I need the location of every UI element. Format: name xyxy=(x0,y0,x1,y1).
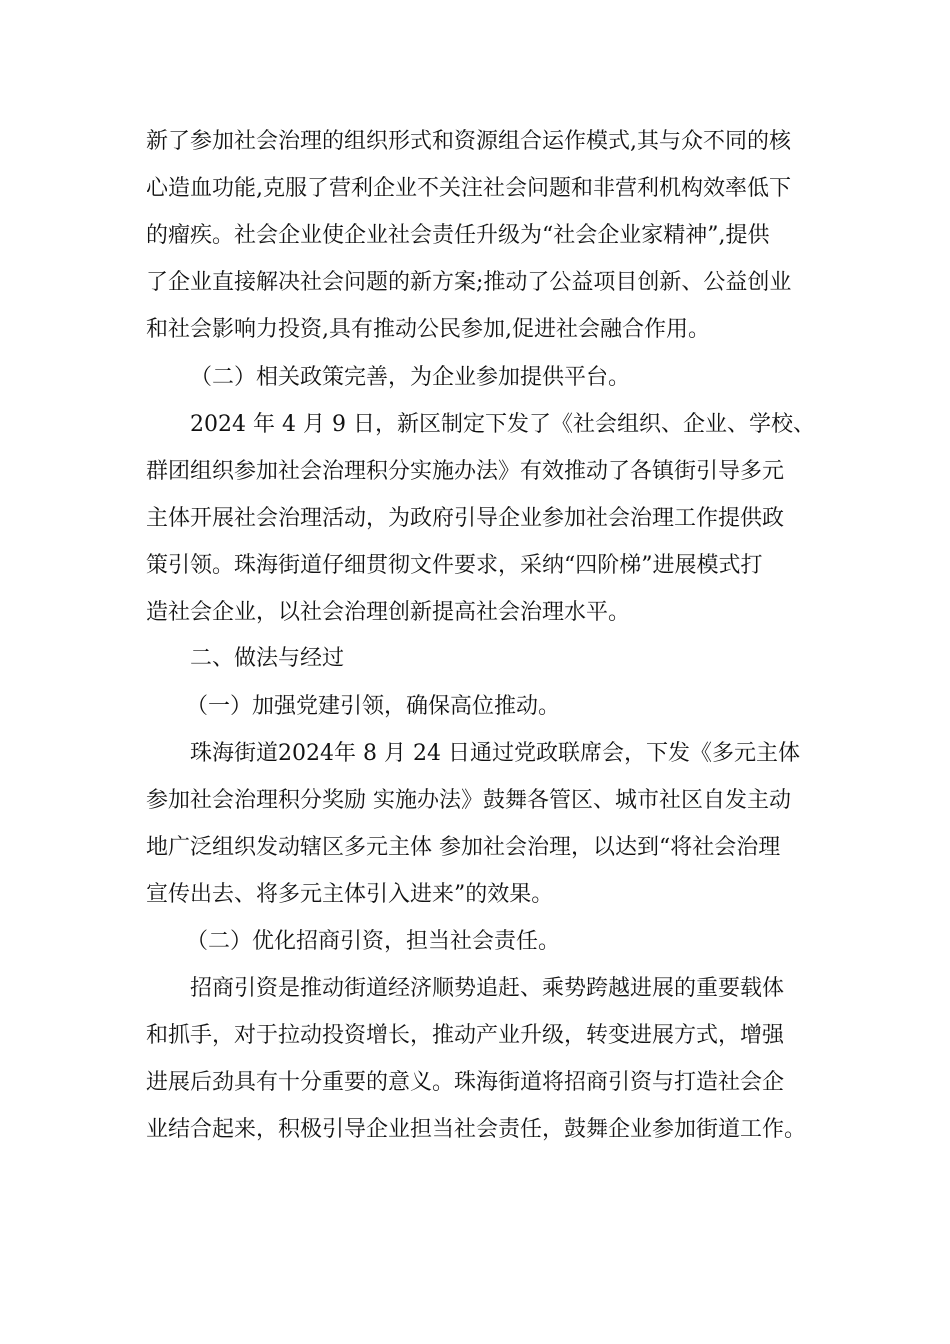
paragraph-line: 招商引资是推动街道经济顺势追赶、乘势跨越进展的重要载体 xyxy=(190,976,785,1001)
paragraph-line: 珠海街道2024年 8 月 24 日通过党政联席会，下发《多元主体 xyxy=(190,741,800,766)
paragraph-line: 新了参加社会治理的组织形式和资源组合运作模式,其与众不同的核 xyxy=(146,129,791,154)
paragraph-line: 的瘤疾。社会企业使企业社会责任升级为“社会企业家精神”,提供 xyxy=(146,223,770,248)
paragraph-line: 主体开展社会治理活动，为政府引导企业参加社会治理工作提供政 xyxy=(146,506,785,531)
paragraph-line: 了企业直接解决社会问题的新方案;推动了公益项目创新、公益创业 xyxy=(146,270,792,295)
paragraph-line: 造社会企业，以社会治理创新提高社会治理水平。 xyxy=(146,600,631,625)
paragraph-line: 参加社会治理积分奖励 实施办法》鼓舞各管区、城市社区自发主动 xyxy=(146,788,791,813)
section-heading: （二）优化招商引资，担当社会责任。 xyxy=(186,929,561,954)
paragraph-line: 进展后劲具有十分重要的意义。珠海街道将招商引资与打造社会企 xyxy=(146,1070,785,1095)
paragraph-line: 2024 年 4 月 9 日，新区制定下发了《社会组织、企业、学校、 xyxy=(190,412,815,437)
paragraph-line: 宣传出去、将多元主体引入进来”的效果。 xyxy=(146,882,554,907)
section-heading: （一）加强党建引领，确保高位推动。 xyxy=(186,694,561,719)
paragraph-line: 策引领。珠海街道仔细贯彻文件要求，采纳“四阶梯”进展模式打 xyxy=(146,553,763,578)
paragraph-line: 业结合起来，积极引导企业担当社会责任，鼓舞企业参加街道工作。 xyxy=(146,1117,807,1142)
paragraph-line: 心造血功能,克服了营利企业不关注社会问题和非营利机构效率低下 xyxy=(146,176,791,201)
section-heading: 二、做法与经过 xyxy=(190,646,345,671)
section-heading: （二）相关政策完善，为企业参加提供平台。 xyxy=(190,365,631,390)
paragraph-line: 群团组织参加社会治理积分实施办法》有效推动了各镇街引导多元 xyxy=(146,459,785,484)
paragraph-line: 和社会影响力投资,具有推动公民参加,促进社会融合作用。 xyxy=(146,317,710,342)
paragraph-line: 和抓手，对于拉动投资增长，推动产业升级，转变进展方式，增强 xyxy=(146,1023,785,1048)
paragraph-line: 地广泛组织发动辖区多元主体 参加社会治理，以达到“将社会治理 xyxy=(146,835,781,860)
